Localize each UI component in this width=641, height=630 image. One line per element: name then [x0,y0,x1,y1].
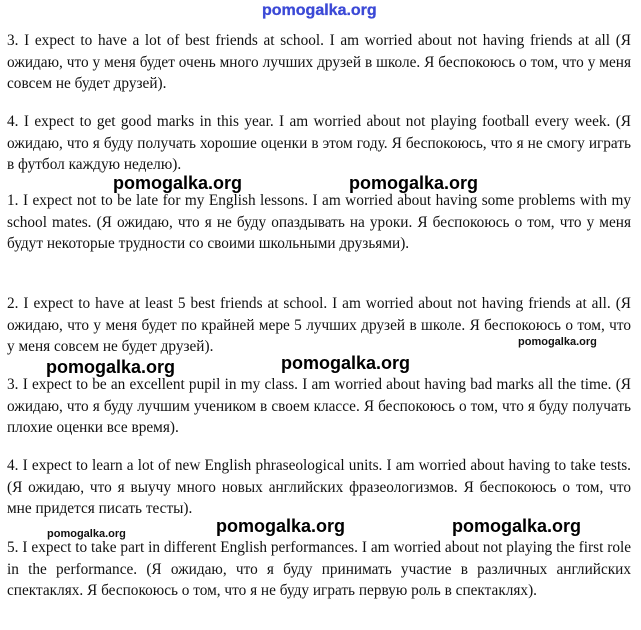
item-number: 3. [7,32,19,49]
watermark-top: pomogalka.org [262,2,377,19]
item-text: I expect to have a lot of best friends at school. I am worried about not having friends at all (Я ожидаю, что у меня будет очень много лучших друзей в школе. Я беспокоюсь о том, что у меня совсем не будет друзей). [7,32,631,93]
item-text: I expect to be an excellent pupil in my class. I am worried about having bad marks all the time. (Я ожидаю, что я буду лучшим учеником в своем классе. Я беспокоюсь о том, что я буду получать плохие оценки все время). [7,376,632,437]
watermark: pomogalka.org [113,173,243,193]
paragraph-item-5 [7,537,631,602]
item-number: 2. [7,295,19,312]
item-number: 3. [7,376,19,393]
watermark: pomogalka.org [452,516,582,536]
paragraph-item-3-second [7,374,631,439]
paragraph-item-4 [7,111,631,176]
item-text: I expect to take part in different English performances. I am worried about not playing the first role in the performance. (Я ожидаю, что я буду принимать участие в различных английских спектаклях. Я беспокоюсь о том, что я не буду играть первую роль в спектаклях). [7,539,632,600]
item-number: 4. [7,113,19,130]
item-number: 4. [7,457,19,474]
item-number: 5. [7,539,19,556]
paragraph-item-3 [7,30,631,95]
watermark: pomogalka.org [349,173,479,193]
watermark-small: pomogalka.org [518,336,597,348]
item-number: 1. [7,192,19,209]
paragraph-item-4-second [7,455,631,520]
watermark: pomogalka.org [46,357,176,377]
watermark: pomogalka.org [281,353,411,373]
watermark-small: pomogalka.org [47,528,126,540]
item-text: I expect to get good marks in this year. I am worried about not playing football every week. (Я ожидаю, что я буду получать хорошие оценки в этом году. Я беспокоюсь, что я не смогу играть в футбол каждую неделю). [7,113,632,174]
paragraph-item-1 [7,190,631,255]
item-text: I expect to learn a lot of new English phraseological units. I am worried about having to take tests. (Я ожидаю, что я выучу много новых английских фразеологизмов. Я беспокоюсь о том, что мне придется писать тесты). [7,457,631,518]
watermark: pomogalka.org [216,516,346,536]
paragraph-item-2 [7,293,631,358]
item-text: I expect not to be late for my English lessons. I am worried about having some problems with my school mates. (Я ожидаю, что я не буду опаздывать на уроки. Я беспокоюсь о том, что у меня будут некоторые трудности со своими школьными друзьями). [7,192,631,253]
item-text: I expect to have at least 5 best friends at school. I am worried about not having friends at all. (Я ожидаю, что у меня будет по крайней мере 5 лучших друзей в школе. Я беспокоюсь о том, что у меня совсем не будет друзей). [7,295,631,356]
